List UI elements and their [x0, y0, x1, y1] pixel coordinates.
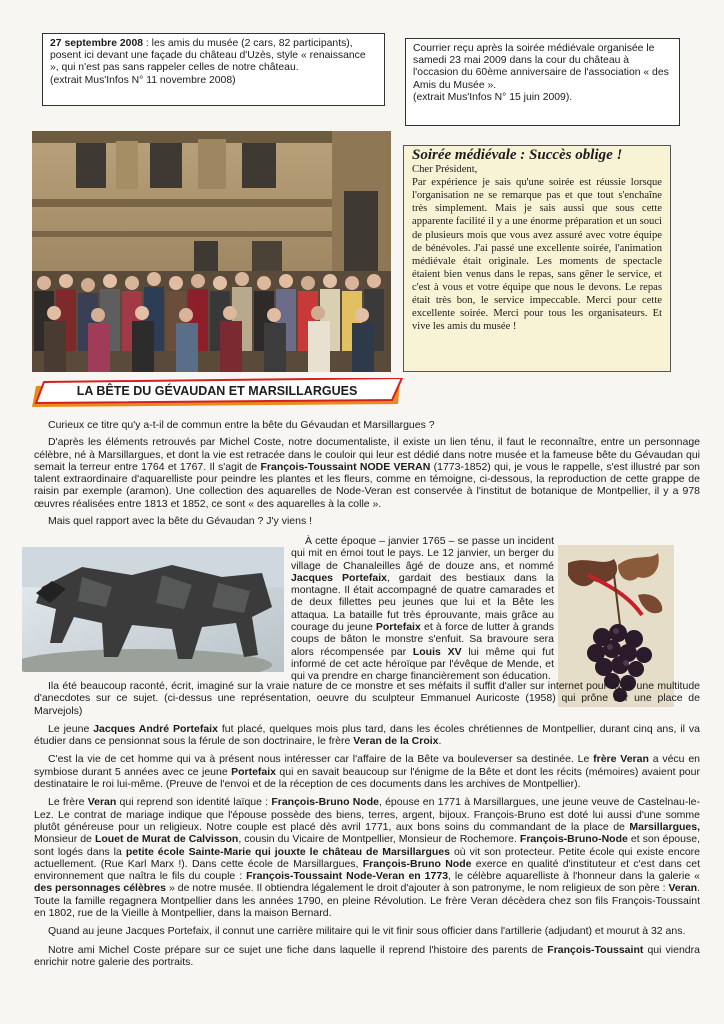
article-p10: Notre ami Michel Coste prépare sur ce sujet une fiche dans laquelle il reprend l'histoire des parents de François-Toussaint qui viendra enrichir notre galerie des portraits. — [34, 943, 700, 968]
article-column — [291, 535, 554, 683]
caption-bubble-right — [405, 38, 680, 126]
caption-text: : les amis du musée (2 cars, 82 participants), posent ici devant une façade du château d'Uzès, style « renaissance », qui n'est pas sans rappeler celles de notre château. — [50, 38, 366, 74]
caption-right-text: Courrier reçu après la soirée médiévale organisée le samedi 23 mai 2009 dans la cour du château à l'occasion du 60ème anniversaire de l'association « des Amis du Musée ». — [413, 43, 669, 91]
article-p7: C'est la vie de cet homme qui va à présent nous intéresser car l'affaire de la Bête va bouleverser sa destinée. Le frère Veran a vécu en symbiose durant 5 années avec ce jeune Portefaix qui en savait beaucoup sur l'énigme de la Bête et dont les récits (mémoires) avaient pour destinataire le roi lui-même. (Preuve de l'envoi et de la réception de ces documents dans les archives de Montpellier). — [34, 753, 701, 791]
section-banner — [30, 378, 404, 408]
letter-body: Par expérience je sais qu'une soirée est réussie lorsque l'organisation ne se remarque pas et que tout s'enchaîne très simplement. Mais je sais aussi que sous cette apparente facilité il y a une énorme préparation et un souci de plusieurs mois que vous avez assuré avec votre équipe de bénévoles. J'ai passé une excellente soirée, l'animation médiévale était originale. Les moments de spectacle étaient bien venus dans le repas, sans gêner le service, et c'est à vous et votre équipe que nous le devons. Le repas était très bon, le service impeccable. Merci pour cette excellente soirée. Merci pour tous les organisateurs. Et vive les amis du musée ! — [412, 177, 662, 333]
caption-date: 27 septembre 2008 — [50, 38, 143, 49]
caption-bubble-left — [42, 33, 385, 106]
letter-title: Soirée médiévale : Succès oblige ! — [412, 147, 623, 163]
group-photo-chateau-uzes — [32, 131, 391, 372]
article-body — [34, 680, 700, 968]
beast-sculpture-photo — [22, 547, 284, 672]
article-p3: Mais quel rapport avec la bête du Gévaudan ? J'y viens ! — [48, 515, 313, 528]
article-p4: À cette époque – janvier 1765 – se passe un incident qui mit en émoi tout le pays. Le 12 janvier, un berger du village de Chanaleilles âgé de douze ans, et nommé Jacques Portefaix, gardait des bestiaux dans la montagne. Il était accompagné de quatre camarades et de deux fillettes peu jeunes que lui et la Bête les attaqua. La bataille fut très éprouvante, mais grâce au courage du jeune Portefaix et à force de lutter à grands coups de bâton le monstre s'enfuit. Sa bravoure sera alors récompensée par Louis XV lui même qui fut informé de cet acte héroïque par l'évêque de Mende, et qui va prendre en charge financièrement son éducation. — [291, 535, 554, 683]
caption-right-source: (extrait Mus'Infos N° 15 juin 2009). — [413, 91, 573, 103]
article-intro — [34, 419, 700, 527]
caption-source: (extrait Mus'Infos N° 11 novembre 2008) — [50, 74, 236, 86]
article-p9: Quand au jeune Jacques Portefaix, il connut une carrière militaire qui le vit finir sous officier dans l'artillerie (adjudant) et mourut à 32 ans. — [48, 925, 686, 938]
article-p6: Le jeune Jacques André Portefaix fut placé, quelques mois plus tard, dans les écoles chrétiennes de Montpellier, durant cinq ans, il va étudier dans ce pensionnat sous la férule de son doctrinaire, le frère Veran de la Croix. — [34, 722, 700, 748]
article-p8: Le frère Veran qui reprend son identité laïque : François-Bruno Node, épouse en 1771 à Marsillargues, une jeune veuve de Castelnau-le-Lez. Le contrat de mariage indique que l'épouse possède des biens, terres, argent, bijoux. François-Bruno est doté lui aussi d'une somme plutôt généreuse pour un religieux. Notre couple est placé dès avril 1771, aux bons soins du commandant de la place de Marsillargues, Monsieur de Louet de Murat de Calvisson, cousin du Vicaire de Montpellier, Monsieur de Rochemore. François-Bruno-Node et son épouse, sont logés dans la petite école Sainte-Marie qui jouxte le château de Marsillargues où vit son protecteur. Petite école qui existe encore actuellement. (Rue Karl Marx !). Dans cette école de Marsillargues, François-Bruno Node exerce en qualité d'instituteur et c'est dans cet environnement que naîtra le fils du couple : François-Toussaint Node-Veran en 1773, le célèbre aquarelliste à l'honneur dans la galerie « des personnages célèbres » de notre musée. Il obtiendra légalement le droit d'ajouter à son patronyme, le nom religieux de son père : Veran. Toute la famille regagnera Montpellier dans les années 1790, en pleine Révolution. Le frère Veran décèdera chez son fils François-Toussaint en 1802, rue de la Vieille à Montpellier, dans la maison Bernard. — [34, 796, 701, 920]
article-p2: D'après les éléments retrouvés par Michel Coste, notre documentaliste, il existe un lien ténu, il faut le reconnaître, entre un personnage célèbre, né à Marsillargues, et dont la vie est retracée dans le couloir qui leur est dédié dans notre musée et la fameuse bête du Gévaudan qui semait la terreur entre 1764 et 1767. Il s'agit de François-Toussaint NODE VERAN (1773-1852) qui, je vous le rappelle, s'est illustré par son talent extraordinaire d'aquarelliste pour peindre les plantes et les fleurs, comme en témoigne, ci-dessous, la reproduction de cette grappe de raisin par exemple (aramon). Une collection des aquarelles de Node-Veran est conservée à l'institut de botanique de Montpellier, il y a 978 œuvres réalisées entre 1813 et 1852, ce sont « des aquarelles à la colle ». — [34, 436, 700, 510]
article-p5: Ila été beaucoup raconté, écrit, imaginé sur la vraie nature de ce monstre et ses méfaits il suffit d'aller sur internet pour avoir une multitude d'anecdotes sur ce sujet. (ci-dessus une représentation, oeuvre du sculpteur Emmanuel Auricoste (1958) qui prône sur une place de Marvejols) — [34, 680, 700, 717]
banner-title: LA BÊTE DU GÉVAUDAN ET MARSILLARGUES — [76, 384, 358, 398]
letter-greeting: Cher Président, — [412, 164, 478, 176]
article-p1: Curieux ce titre qu'y a-t-il de commun entre la bête du Gévaudan et Marsillargues ? — [48, 419, 435, 431]
letter-soiree-medievale — [403, 145, 671, 372]
